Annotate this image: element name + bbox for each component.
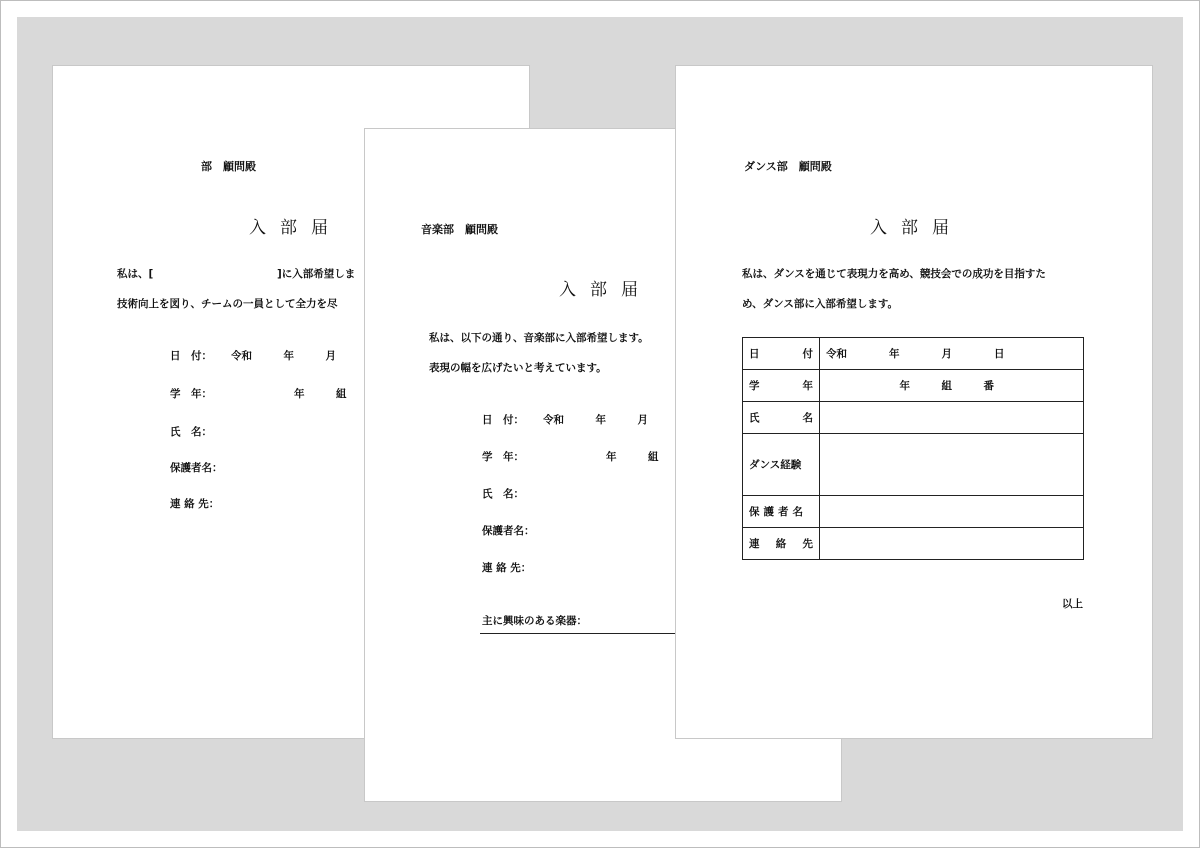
- doc3-contact-label: 連 絡 先: [743, 528, 820, 560]
- doc3-row-grade: [743, 370, 1084, 402]
- doc3-name-label: 氏 名: [743, 402, 820, 434]
- doc2-grade-label: 学 年：: [482, 451, 524, 463]
- doc1-date-value: 令和 年 月: [231, 350, 336, 362]
- doc3-row-guardian: [743, 496, 1084, 528]
- doc1-line1-prefix: 私は、[: [117, 268, 154, 280]
- doc2-address: 音楽部 顧問殿: [421, 223, 498, 236]
- doc3-address: ダンス部 顧問殿: [744, 160, 832, 173]
- doc2-title: 入部届: [559, 280, 652, 300]
- doc1-contact-label: 連 絡 先：: [170, 498, 220, 510]
- doc3-guardian-value[interactable]: [820, 496, 1084, 528]
- doc2-instrument-underline: [480, 633, 680, 634]
- doc1-line2: 技術向上を図り、チームの一員として全力を尽: [117, 298, 338, 310]
- doc1-date-label: 日 付：: [170, 350, 212, 362]
- doc3-form-table: [742, 337, 1084, 560]
- doc2-line1: 私は、以下の通り、音楽部に入部希望します。: [429, 332, 649, 344]
- doc3-date-label: 日 付: [743, 338, 820, 370]
- doc2-line2: 表現の幅を広げたいと考えています。: [429, 362, 607, 374]
- doc3-row-name: [743, 402, 1084, 434]
- doc3-contact-value[interactable]: [820, 528, 1084, 560]
- doc3-closing: 以上: [1062, 598, 1083, 610]
- doc1-grade-value: 年 組: [231, 388, 347, 400]
- doc2-grade-value: 年 組: [543, 451, 659, 463]
- doc2-guardian-label: 保護者名：: [482, 525, 535, 537]
- doc1-address: 部 顧問殿: [201, 160, 256, 173]
- doc2-name-label: 氏 名：: [482, 488, 524, 500]
- doc3-dance-label: ダンス経験: [743, 434, 820, 496]
- doc3-line1: 私は、ダンスを通じて表現力を高め、競技会での成功を目指すた: [742, 268, 1046, 280]
- doc3-row-date: [743, 338, 1084, 370]
- doc3-row-contact: [743, 528, 1084, 560]
- doc3-name-value[interactable]: [820, 402, 1084, 434]
- doc2-date-value: 令和 年 月: [543, 414, 648, 426]
- doc3-grade-value[interactable]: 年 組 番: [820, 370, 1084, 402]
- doc3-row-dance: [743, 434, 1084, 496]
- doc3-line2: め、ダンス部に入部希望します。: [742, 298, 899, 310]
- doc3-date-value[interactable]: 令和 年 月 日: [820, 338, 1084, 370]
- doc3-guardian-label: 保護者名: [743, 496, 820, 528]
- doc2-date-label: 日 付：: [482, 414, 524, 426]
- doc3-grade-label: 学 年: [743, 370, 820, 402]
- doc1-title: 入部届: [249, 218, 342, 238]
- doc1-grade-label: 学 年：: [170, 388, 212, 400]
- doc1-line1-suffix: ]に入部希望しま: [277, 268, 356, 280]
- doc1-name-label: 氏 名：: [170, 426, 212, 438]
- doc3-dance-value[interactable]: [820, 434, 1084, 496]
- doc2-contact-label: 連 絡 先：: [482, 562, 532, 574]
- document-page-dance: [675, 65, 1153, 739]
- doc3-title: 入部届: [870, 218, 963, 238]
- doc2-instrument-label: 主に興味のある楽器：: [482, 615, 587, 627]
- doc1-guardian-label: 保護者名：: [170, 462, 223, 474]
